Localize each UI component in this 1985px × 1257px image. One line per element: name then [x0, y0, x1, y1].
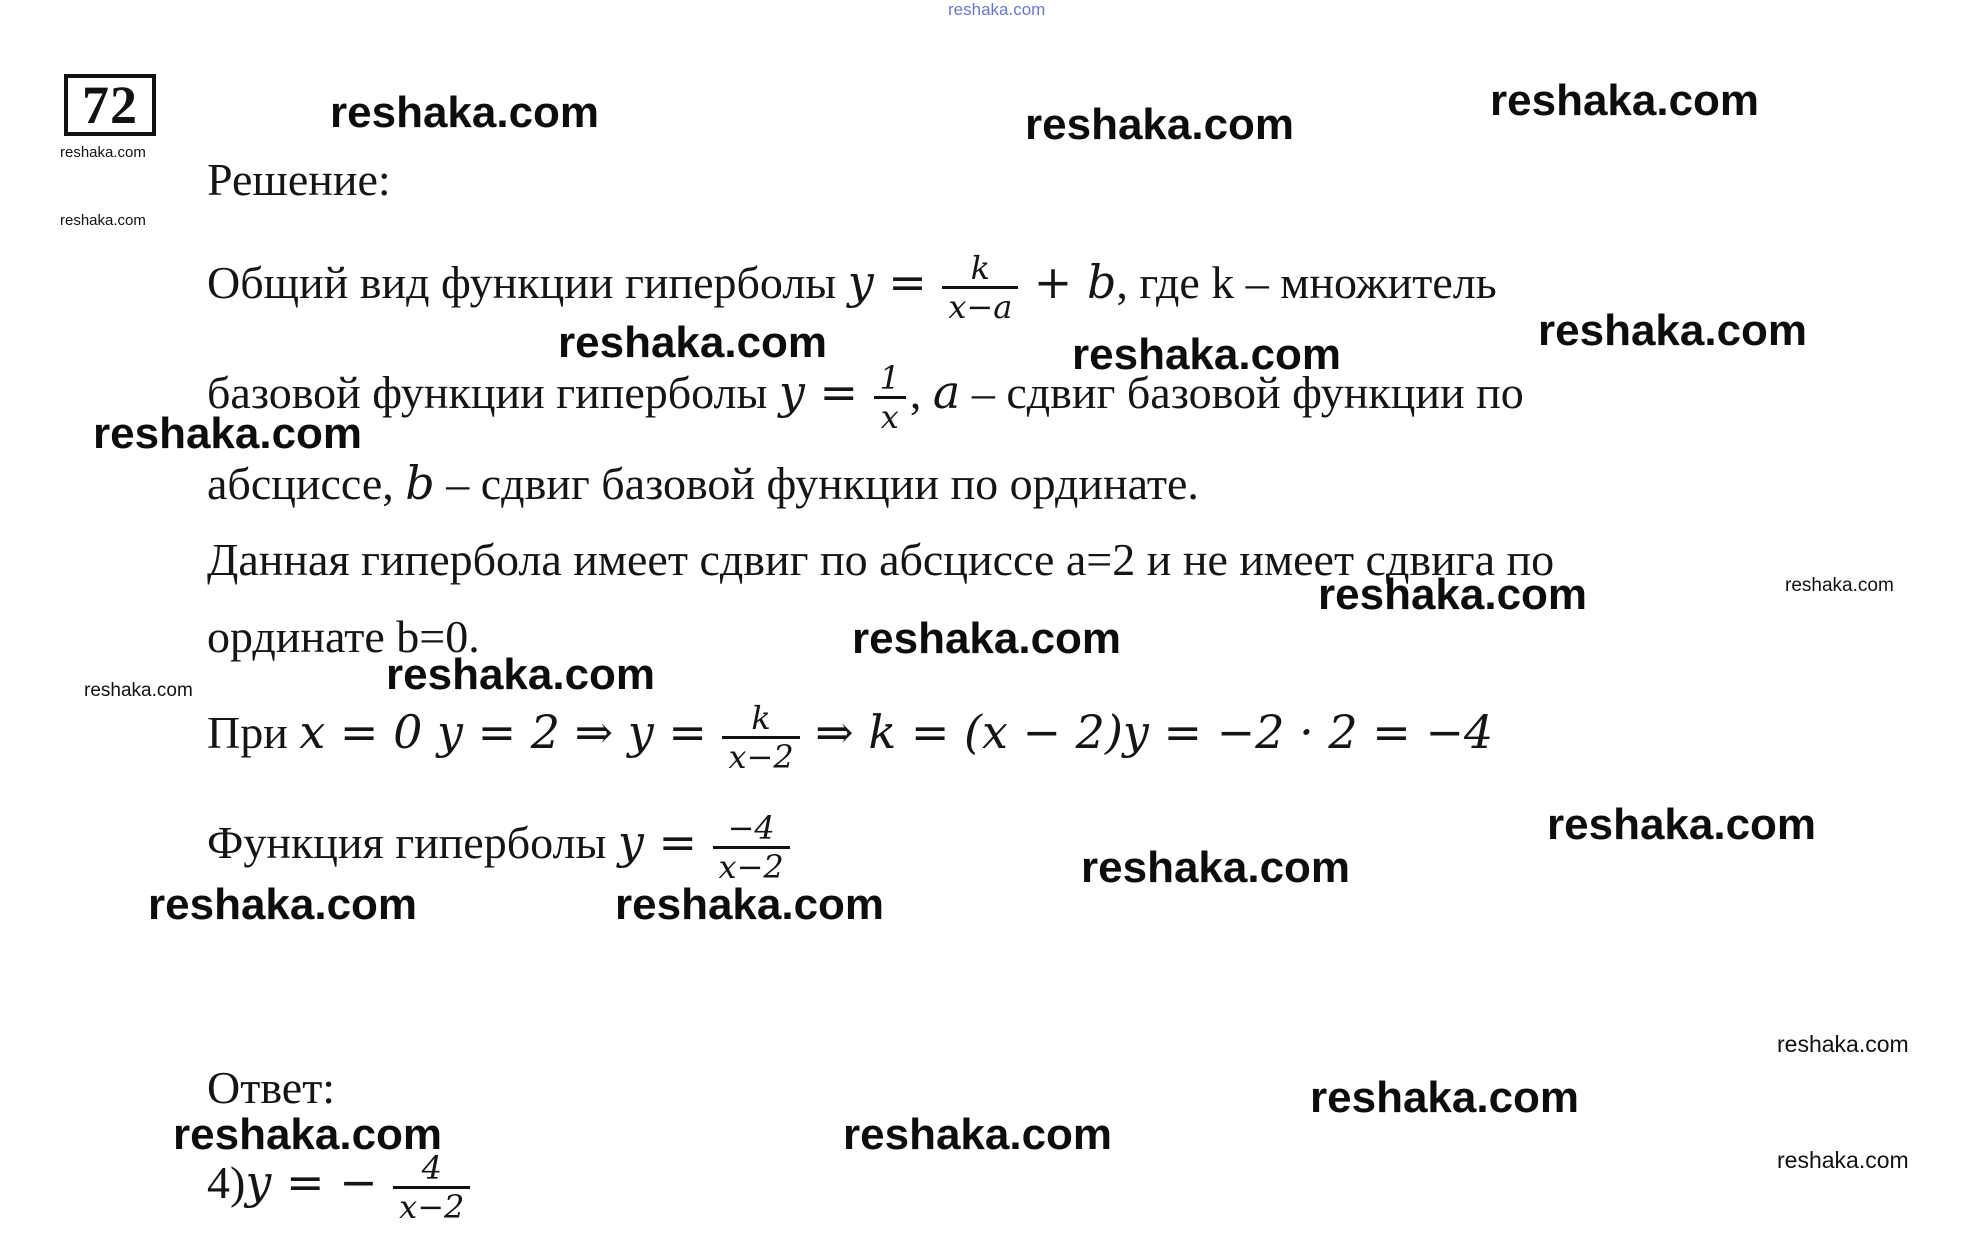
line1-frac-numerator: k — [970, 249, 990, 287]
watermark-small: reshaka.com — [1777, 1147, 1909, 1173]
line7-frac-denominator: x−2 — [713, 846, 790, 885]
solution-line-6 — [207, 700, 1493, 775]
line6-pre: При — [207, 707, 288, 759]
watermark: reshaka.com — [330, 88, 600, 137]
line7-frac-numerator: −4 — [727, 809, 775, 847]
line2-frac-numerator: 1 — [879, 359, 900, 397]
line1-fraction — [942, 250, 1018, 325]
answer-frac-numerator: 4 — [421, 1149, 442, 1187]
watermark: reshaka.com — [1310, 1073, 1580, 1122]
watermark: reshaka.com — [1538, 306, 1808, 355]
watermark: reshaka.com — [1072, 330, 1342, 379]
watermark: reshaka.com — [843, 1110, 1113, 1159]
watermark: reshaka.com — [93, 409, 363, 458]
line1-frac-denominator: x−a — [942, 286, 1018, 325]
line1-tail: , где k – множитель — [1116, 257, 1497, 309]
line2-frac-denominator: x — [874, 396, 906, 435]
line6-frac-numerator: k — [751, 699, 771, 737]
line1-eq: y = — [847, 255, 927, 310]
watermark-small: reshaka.com — [84, 680, 193, 701]
watermark: reshaka.com — [148, 880, 418, 929]
line2-a: a — [932, 365, 961, 420]
watermark-small: reshaka.com — [1785, 575, 1894, 596]
line6-math1: x = 0 y = 2 ⇒ y = — [299, 705, 707, 760]
watermark: reshaka.com — [173, 1110, 443, 1159]
answer-prefix: 4) — [207, 1157, 246, 1209]
line6-frac-denominator: x−2 — [722, 736, 799, 775]
line7-eq: y = — [617, 815, 698, 870]
line3-b: b — [405, 456, 435, 510]
line2-text: базовой функции гиперболы — [207, 367, 768, 419]
line6-math2: ⇒ k = (x − 2)y = −2 · 2 = −4 — [815, 705, 1494, 760]
answer-heading: Ответ: — [207, 1062, 336, 1113]
watermark: reshaka.com — [615, 880, 885, 929]
answer-line — [207, 1150, 474, 1225]
line2-eq: y = — [778, 365, 859, 420]
line2-fraction — [874, 360, 906, 435]
problem-number-box: 72 — [64, 74, 156, 136]
line7-fraction — [713, 810, 790, 885]
line3-tail: – сдвиг базовой функции по ординате. — [446, 458, 1199, 509]
line2-comma: , — [909, 367, 922, 419]
watermark: reshaka.com — [1547, 800, 1817, 849]
watermark: reshaka.com — [558, 318, 828, 367]
watermark: reshaka.com — [1318, 570, 1588, 619]
watermark: reshaka.com — [1490, 76, 1760, 125]
answer-frac-denominator: x−2 — [393, 1186, 470, 1225]
solution-line-4: Данная гипербола имеет сдвиг по абсциссе a=2 и не имеет сдвига по — [207, 534, 1555, 585]
line6-fraction — [722, 700, 799, 775]
watermark: reshaka.com — [386, 650, 656, 699]
watermark-top: reshaka.com — [948, 0, 1046, 19]
solution-line-1 — [207, 250, 1497, 325]
watermark-small: reshaka.com — [60, 144, 146, 161]
solution-line-7 — [207, 810, 794, 885]
answer-fraction — [393, 1150, 470, 1225]
watermark-small: reshaka.com — [1777, 1031, 1909, 1057]
line2-tail: – сдвиг базовой функции по — [971, 367, 1524, 419]
line1-text: Общий вид функции гиперболы — [207, 257, 837, 309]
watermark: reshaka.com — [1025, 100, 1295, 149]
watermark: reshaka.com — [1081, 843, 1351, 892]
watermark-small: reshaka.com — [60, 212, 146, 229]
solution-heading: Решение: — [207, 154, 391, 205]
solution-line-5: ординате b=0. — [207, 611, 480, 662]
answer-eq: y = − — [245, 1155, 378, 1210]
line3-pre: абсциссе, — [207, 458, 394, 509]
solution-line-3 — [207, 458, 1199, 509]
watermark: reshaka.com — [852, 614, 1122, 663]
line1-tail-math: + b — [1033, 255, 1117, 310]
line7-pre: Функция гиперболы — [207, 817, 607, 869]
